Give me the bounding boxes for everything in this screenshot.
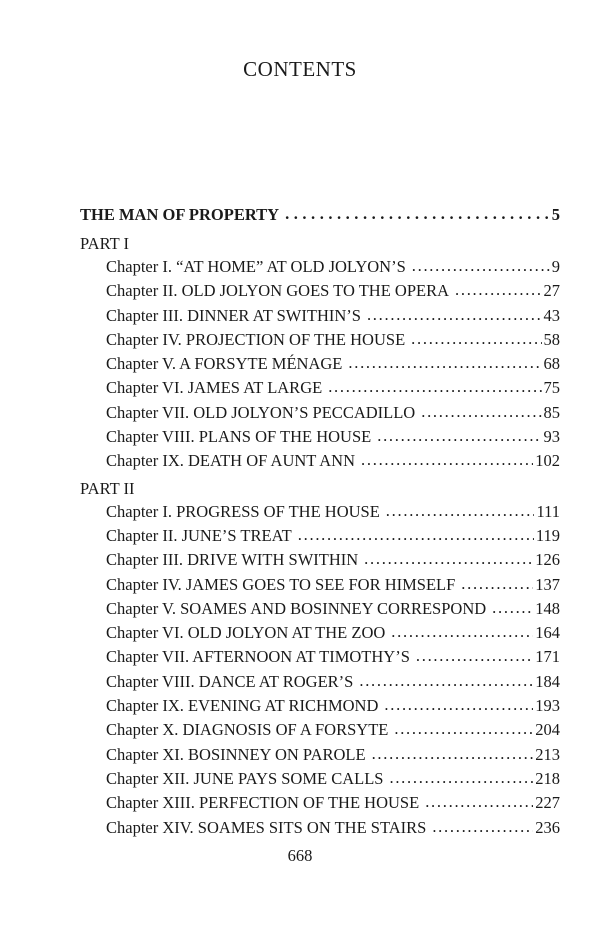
dot-leader <box>492 596 533 620</box>
chapter-title: Chapter III. DINNER AT SWITHIN’S <box>106 305 361 325</box>
toc-book-entry <box>80 203 560 227</box>
book-page-number: 5 <box>551 205 560 224</box>
chapter-page-number: 111 <box>536 501 560 521</box>
chapter-entry <box>106 718 560 742</box>
chapter-entry <box>106 500 560 524</box>
dot-leader <box>425 790 533 814</box>
dot-leader <box>359 669 533 693</box>
chapter-page-number: 119 <box>535 525 560 545</box>
part-heading: PART II <box>80 478 135 498</box>
chapter-title: Chapter IV. JAMES GOES TO SEE FOR HIMSELF <box>106 574 456 594</box>
dot-leader <box>372 742 534 766</box>
chapter-entry <box>106 791 560 815</box>
chapter-page-number: 85 <box>543 402 560 422</box>
chapter-page-number: 9 <box>551 257 560 276</box>
chapter-page-number: 164 <box>535 623 560 643</box>
dot-leader <box>367 303 542 327</box>
chapter-list <box>80 255 560 474</box>
chapter-page-number: 126 <box>535 550 560 570</box>
table-of-contents <box>80 203 560 844</box>
chapter-entry <box>106 743 560 767</box>
chapter-title: Chapter V. SOAMES AND BOSINNEY CORRESPOND <box>106 598 487 618</box>
chapter-title: Chapter II. JUNE’S TREAT <box>106 525 292 545</box>
dot-leader <box>432 815 533 839</box>
chapter-title: Chapter I. PROGRESS OF THE HOUSE <box>106 501 380 521</box>
chapter-page-number: 93 <box>543 427 560 447</box>
chapter-title: Chapter V. A FORSYTE MÉNAGE <box>106 354 343 374</box>
page-title: CONTENTS <box>243 57 357 81</box>
chapter-entry <box>106 645 560 669</box>
dot-leader <box>377 424 541 448</box>
chapter-entry <box>106 597 560 621</box>
chapter-title: Chapter VIII. DANCE AT ROGER’S <box>106 671 354 691</box>
chapter-page-number: 75 <box>543 378 560 398</box>
chapter-page-number: 148 <box>535 598 560 618</box>
dot-leader <box>391 620 533 644</box>
dot-leader <box>364 547 533 571</box>
chapter-page-number: 58 <box>543 329 560 349</box>
chapter-page-number: 213 <box>535 744 560 764</box>
dot-leader <box>285 202 550 226</box>
chapter-entry <box>106 767 560 791</box>
chapter-entry <box>106 279 560 303</box>
chapter-page-number: 193 <box>535 696 560 716</box>
dot-leader <box>298 523 534 547</box>
chapter-page-number: 43 <box>543 305 560 325</box>
dot-leader <box>411 327 541 351</box>
chapter-page-number: 171 <box>535 647 560 667</box>
dot-leader <box>386 499 535 523</box>
chapter-entry <box>106 524 560 548</box>
chapter-title: Chapter VII. OLD JOLYON’S PECCADILLO <box>106 402 416 422</box>
chapter-title: Chapter IX. EVENING AT RICHMOND <box>106 696 379 716</box>
chapter-entry <box>106 255 560 279</box>
toc-part-1 <box>80 233 560 474</box>
chapter-title: Chapter XIV. SOAMES SITS ON THE STAIRS <box>106 817 427 837</box>
dot-leader <box>455 278 542 302</box>
chapter-title: Chapter IV. PROJECTION OF THE HOUSE <box>106 329 406 349</box>
dot-leader <box>412 254 550 278</box>
chapter-entry <box>106 694 560 718</box>
page-number: 668 <box>287 846 313 865</box>
chapter-title: Chapter II. OLD JOLYON GOES TO THE OPERA <box>106 281 449 301</box>
chapter-page-number: 184 <box>535 671 560 691</box>
chapter-entry <box>106 816 560 840</box>
chapter-entry <box>106 449 560 473</box>
chapter-title: Chapter III. DRIVE WITH SWITHIN <box>106 550 359 570</box>
chapter-entry <box>106 573 560 597</box>
chapter-title: Chapter VI. OLD JOLYON AT THE ZOO <box>106 623 386 643</box>
dot-leader <box>361 448 533 472</box>
chapter-entry <box>106 621 560 645</box>
chapter-entry <box>106 328 560 352</box>
chapter-entry <box>106 548 560 572</box>
chapter-entry <box>106 376 560 400</box>
chapter-title: Chapter I. “AT HOME” AT OLD JOLYON’S <box>106 257 406 276</box>
dot-leader <box>394 717 533 741</box>
chapter-page-number: 102 <box>535 451 560 471</box>
chapter-list <box>80 500 560 840</box>
chapter-entry <box>106 352 560 376</box>
dot-leader <box>461 572 533 596</box>
dot-leader <box>348 351 541 375</box>
chapter-page-number: 204 <box>535 720 560 740</box>
chapter-title: Chapter IX. DEATH OF AUNT ANN <box>106 451 356 471</box>
chapter-title: Chapter XI. BOSINNEY ON PAROLE <box>106 744 366 764</box>
chapter-page-number: 227 <box>535 793 560 813</box>
chapter-entry <box>106 304 560 328</box>
toc-part-2 <box>80 478 560 840</box>
dot-leader <box>416 644 533 668</box>
chapter-title: Chapter XIII. PERFECTION OF THE HOUSE <box>106 793 420 813</box>
chapter-entry <box>106 670 560 694</box>
chapter-page-number: 68 <box>543 354 560 374</box>
dot-leader <box>328 375 541 399</box>
chapter-page-number: 27 <box>543 281 560 301</box>
dot-leader <box>384 693 533 717</box>
chapter-title: Chapter X. DIAGNOSIS OF A FORSYTE <box>106 720 389 740</box>
chapter-entry <box>106 425 560 449</box>
chapter-page-number: 137 <box>535 574 560 594</box>
chapter-title: Chapter VIII. PLANS OF THE HOUSE <box>106 427 372 447</box>
dot-leader <box>389 766 533 790</box>
chapter-entry <box>106 401 560 425</box>
chapter-title: Chapter VI. JAMES AT LARGE <box>106 378 323 398</box>
dot-leader <box>421 400 541 424</box>
chapter-page-number: 236 <box>535 817 560 837</box>
chapter-title: Chapter VII. AFTERNOON AT TIMOTHY’S <box>106 647 410 667</box>
book-title: THE MAN OF PROPERTY <box>80 205 280 224</box>
chapter-title: Chapter XII. JUNE PAYS SOME CALLS <box>106 768 384 788</box>
part-heading: PART I <box>80 234 129 253</box>
chapter-page-number: 218 <box>535 768 560 788</box>
